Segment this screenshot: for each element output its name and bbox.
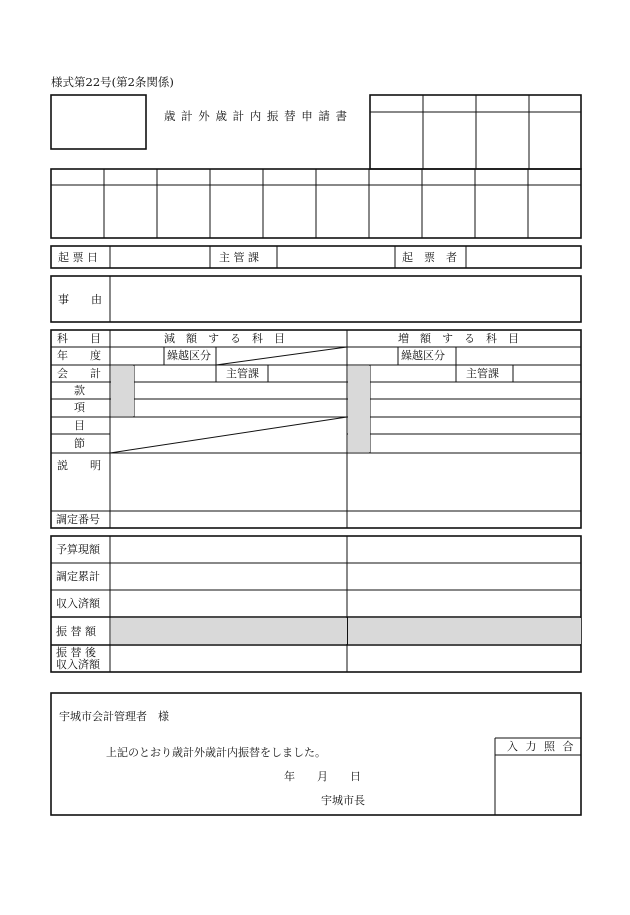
after-transfer-label-line2: 収入済額 (56, 658, 100, 671)
date-line: 年 月 日 (284, 770, 361, 783)
row-label-subject: 科 目 (57, 332, 101, 345)
transfer-amount-label: 振 替 額 (56, 625, 96, 638)
row-label-description: 説 明 (57, 459, 101, 472)
row-label-adjustment-no: 調定番号 (56, 513, 100, 526)
row-label-kou: 項 (74, 401, 85, 414)
form-number: 様式第22号(第2条関係) (51, 75, 174, 89)
increase-carryover-label: 繰越区分 (401, 349, 445, 362)
shaded-cell-decrease-code (111, 366, 134, 416)
signer: 宇城市長 (321, 794, 365, 807)
page-title: 歳 計 外 歳 計 内 振 替 申 請 書 (164, 109, 349, 123)
decrease-subject-header: 減 額 す る 科 目 (164, 332, 285, 345)
row-label-setsu: 節 (74, 437, 85, 450)
increase-subject-header: 増 額 す る 科 目 (398, 332, 519, 345)
drafter-label: 起 票 者 (402, 251, 457, 264)
shaded-cell-increase-code (348, 366, 370, 452)
dept-label: 主 管 課 (219, 251, 259, 264)
row-label-moku: 目 (74, 419, 85, 432)
received-amount-label: 収入済額 (56, 597, 100, 610)
reason-label: 事 由 (58, 293, 102, 306)
row-label-year: 年 度 (57, 349, 101, 362)
budget-amount-label: 予算現額 (56, 543, 100, 556)
draft-date-label: 起 票 日 (58, 251, 98, 264)
addressee: 宇城市会計管理者 様 (59, 710, 169, 723)
decrease-dept-label: 主管課 (226, 367, 259, 380)
row-label-account: 会 計 (57, 367, 101, 380)
adjustment-total-label: 調定累計 (56, 570, 100, 583)
row-label-kan: 款 (74, 384, 85, 397)
statement: 上記のとおり歳計外歳計内振替をしました。 (106, 746, 326, 759)
after-transfer-label-line1: 振 替 後 (56, 646, 96, 659)
increase-dept-label: 主管課 (466, 367, 499, 380)
input-check-label: 入 力 照 合 (507, 740, 576, 753)
decrease-carryover-label: 繰越区分 (167, 349, 211, 362)
transfer-divider (347, 617, 348, 645)
